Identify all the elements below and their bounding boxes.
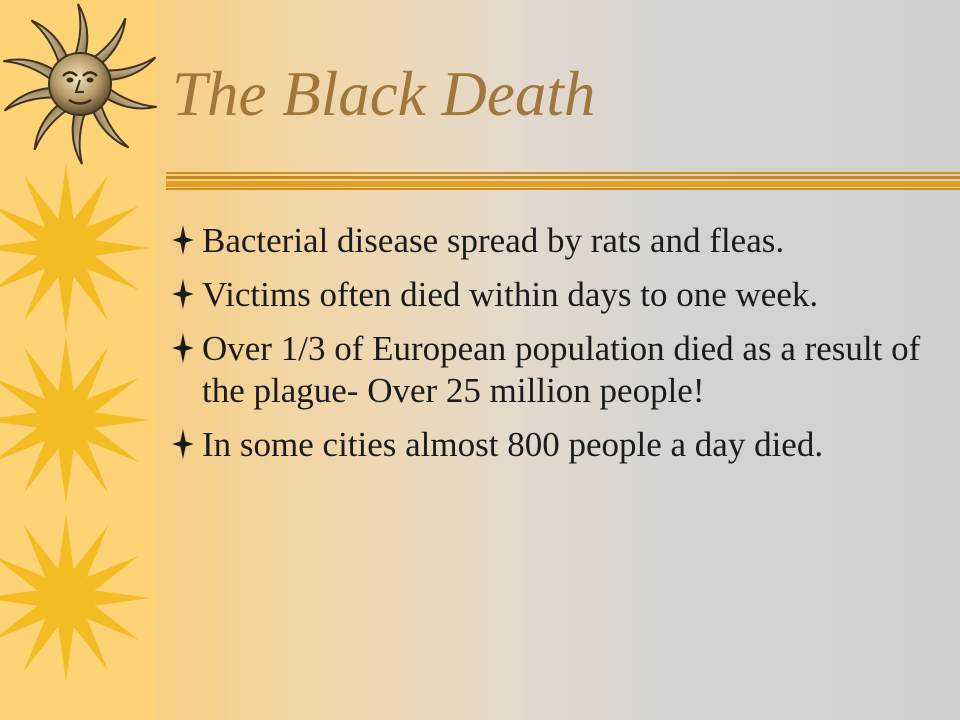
bullet-item [172, 328, 942, 412]
title-divider [166, 181, 960, 187]
bullet-text: Victims often died within days to one week. [202, 275, 819, 314]
sun-icon [0, 164, 150, 332]
slide-title: The Black Death [172, 59, 596, 129]
four-point-star-icon [172, 225, 194, 255]
four-point-star-icon [172, 429, 194, 459]
bullet-text: Bacterial disease spread by rats and fleas. [202, 221, 785, 260]
four-point-star-icon [172, 279, 194, 309]
sun-face-icon [2, 4, 159, 164]
title-divider [166, 176, 960, 179]
bullet-item [172, 424, 942, 466]
bullet-item [172, 220, 942, 262]
bullet-text: In some cities almost 800 people a day died. [202, 425, 824, 464]
bullet-list [172, 220, 942, 478]
sun-icon [0, 514, 150, 682]
sun-icon [0, 336, 150, 504]
bullet-text: Over 1/3 of European population died as a result of the plague- Over 25 million people! [202, 329, 921, 410]
title-divider [166, 188, 960, 190]
title-divider [166, 172, 960, 174]
sidebar-decoration [0, 0, 160, 720]
bullet-item [172, 274, 942, 316]
four-point-star-icon [172, 333, 194, 363]
